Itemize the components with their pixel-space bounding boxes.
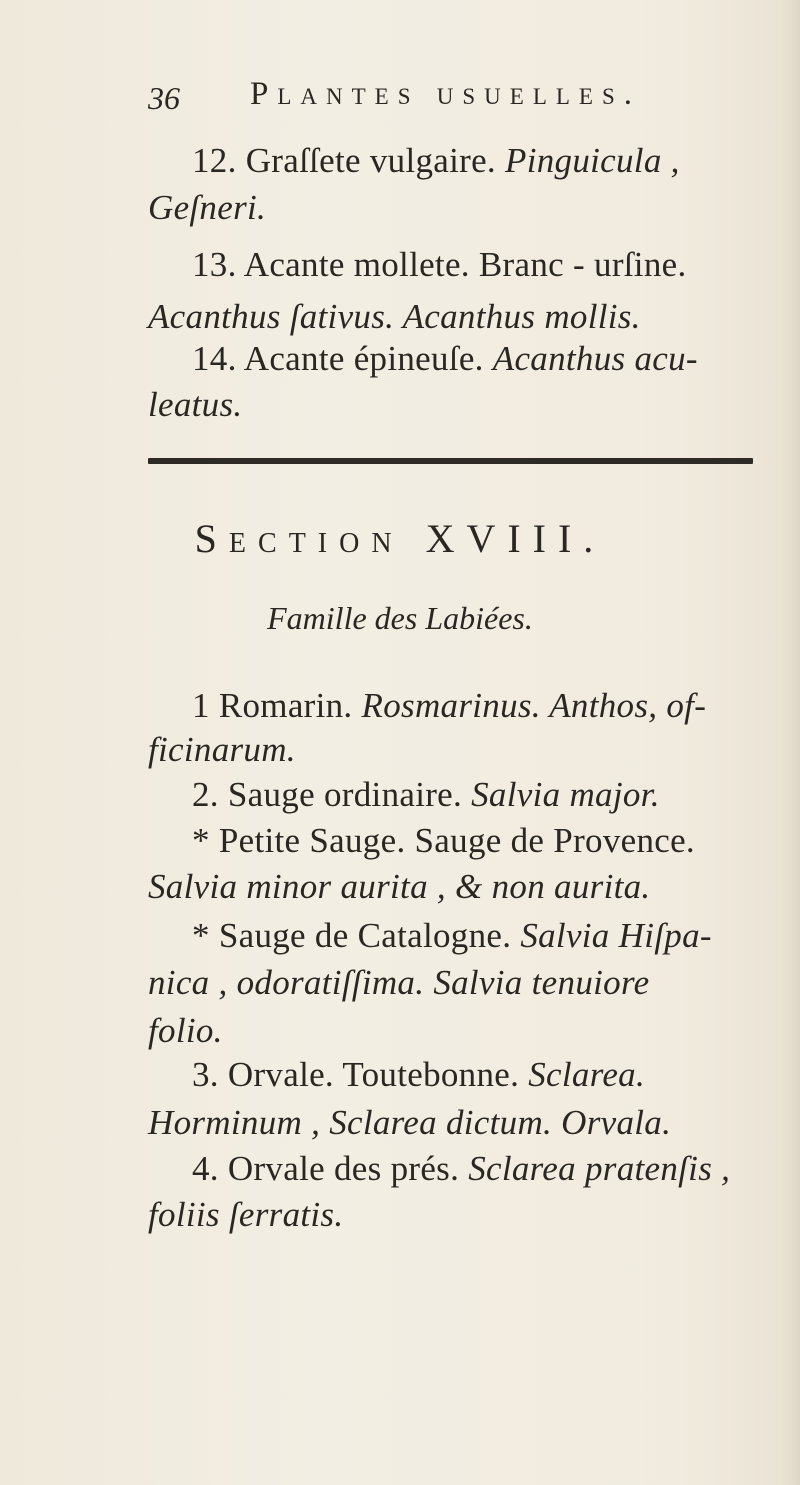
entry-latin: folio. bbox=[148, 1011, 223, 1050]
entry-latin: Acanthus acu- bbox=[492, 339, 698, 378]
entry-latin: Horminum , Sclarea dictum. Orvala. bbox=[148, 1103, 672, 1142]
entry-line bbox=[192, 772, 800, 818]
entry-line bbox=[148, 727, 788, 773]
entry-text: 4. Orvale des prés. bbox=[192, 1149, 469, 1188]
entry-line bbox=[148, 1192, 788, 1238]
entry-line bbox=[192, 683, 800, 729]
entry-latin: nica , odoratiſſima. Salvia tenuiore bbox=[148, 963, 650, 1002]
entry-latin: Sclarea. bbox=[528, 1055, 645, 1094]
entry-line bbox=[192, 242, 800, 288]
entry-text: 2. Sauge ordinaire. bbox=[192, 775, 472, 814]
entry-line bbox=[192, 336, 800, 382]
entry-latin: Salvia major. bbox=[471, 775, 660, 814]
entry-line bbox=[148, 294, 788, 340]
entry-text: 13. Acante mollete. Branc - urſine. bbox=[192, 245, 687, 284]
section-title: Section XVIII. bbox=[194, 516, 606, 561]
entry-latin: Geſneri. bbox=[148, 188, 267, 227]
entry-line bbox=[192, 913, 800, 959]
entry-text: * Sauge de Catalogne. bbox=[192, 916, 521, 955]
entry-text: 12. Graſſete vulgaire. bbox=[192, 141, 506, 180]
entry-text: 1 Romarin. bbox=[192, 686, 362, 725]
entry-line bbox=[148, 382, 788, 428]
entry-line bbox=[148, 1100, 788, 1146]
entry-latin: Salvia Hiſpa- bbox=[520, 916, 712, 955]
entry-latin: Sclarea pratenſis , bbox=[468, 1149, 731, 1188]
entry-latin: leatus. bbox=[148, 385, 243, 424]
entry-line bbox=[192, 1052, 800, 1098]
running-title: Plantes usuelles. bbox=[250, 76, 642, 112]
entry-latin: Acanthus ſativus. Acanthus mollis. bbox=[148, 297, 641, 336]
section-divider-rule bbox=[148, 458, 753, 464]
entry-line bbox=[192, 138, 800, 184]
entry-line bbox=[148, 960, 788, 1006]
entry-line bbox=[148, 185, 788, 231]
family-title: Famille des Labiées. bbox=[267, 600, 533, 636]
entry-text: 3. Orvale. Toutebonne. bbox=[192, 1055, 529, 1094]
entry-line bbox=[192, 818, 800, 864]
entry-text: 14. Acante épineuſe. bbox=[192, 339, 493, 378]
entry-latin: Rosmarinus. Anthos, of- bbox=[361, 686, 707, 725]
entry-line bbox=[192, 1146, 800, 1192]
entry-text: * Petite Sauge. Sauge de Provence. bbox=[192, 821, 695, 860]
entry-latin: ficinarum. bbox=[148, 730, 296, 769]
entry-line bbox=[148, 1008, 788, 1054]
entry-latin: Salvia minor aurita , & non aurita. bbox=[148, 867, 651, 906]
entry-line bbox=[148, 864, 788, 910]
entry-latin: foliis ſerratis. bbox=[148, 1195, 344, 1234]
entry-latin: Pinguicula , bbox=[505, 141, 680, 180]
page-number: 36 bbox=[148, 80, 180, 116]
